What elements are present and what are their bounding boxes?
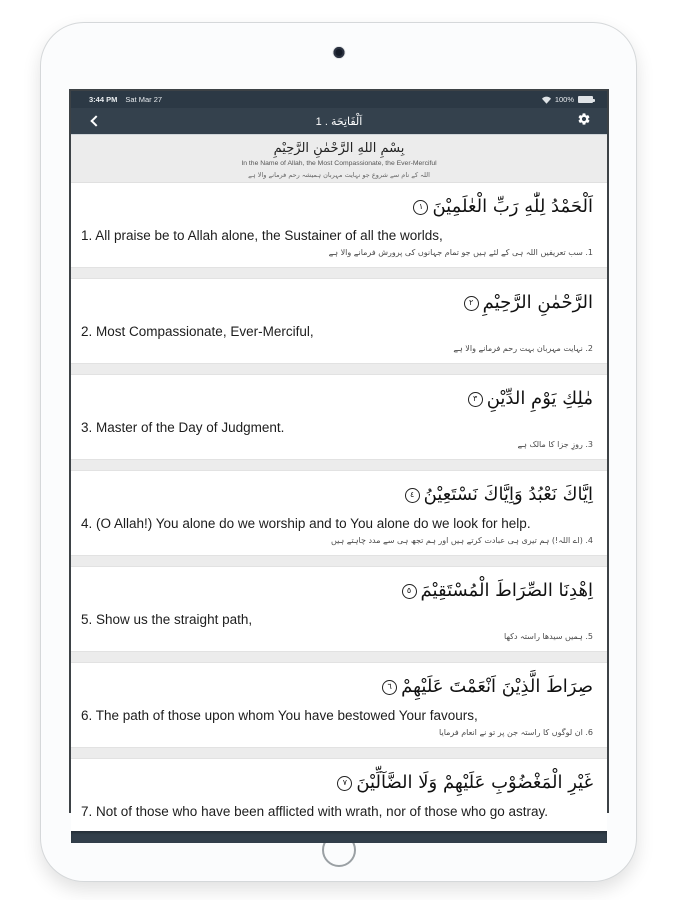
battery-percent: 100% <box>554 95 574 104</box>
verse-row-6[interactable] <box>71 663 607 747</box>
verse-row-1[interactable] <box>71 183 607 267</box>
verse-english: 4. (O Allah!) You alone do we worship and to You alone do we look for help. <box>81 516 531 531</box>
verse-row-2[interactable] <box>71 279 607 363</box>
verse-arabic: صِرَاطَ الَّذِيْنَ اَنْعَمْتَ عَلَيْهِمْ٦ <box>81 670 597 704</box>
verse-arabic: اَلْحَمْدُ لِلّٰهِ رَبِّ الْعٰلَمِيْنَ١ <box>81 190 597 224</box>
bottom-toolbar <box>71 831 607 843</box>
bismillah-header <box>71 135 607 183</box>
ayah-mark: ٧ <box>337 776 352 791</box>
verse-arabic: اِهْدِنَا الصِّرَاطَ الْمُسْتَقِيْمَ٥ <box>81 574 597 608</box>
verse-english: 2. Most Compassionate, Ever-Merciful, <box>81 324 314 339</box>
verse-list[interactable] <box>71 135 607 843</box>
status-date: Sat Mar 27 <box>125 95 163 104</box>
gear-icon <box>577 112 591 131</box>
status-time: 3:44 PM <box>89 95 118 104</box>
tablet-frame <box>40 22 637 882</box>
verse-urdu: 3. روزِ جزا کا مالک ہے <box>517 440 593 449</box>
verse-urdu: 6. ان لوگوں کا راستہ جن پر تو نے انعام فرمایا <box>439 728 593 737</box>
battery-icon <box>578 96 593 103</box>
row-separator <box>71 267 607 279</box>
app-screen <box>69 89 609 819</box>
row-separator <box>71 459 607 471</box>
bismillah-english: In the Name of Allah, the Most Compassionate, the Ever-Merciful <box>241 160 437 167</box>
verse-arabic: مٰلِكِ يَوْمِ الدِّيْنِ٣ <box>81 382 597 416</box>
wifi-icon <box>542 96 551 104</box>
row-separator <box>71 363 607 375</box>
status-bar <box>71 91 607 108</box>
nav-bar <box>71 108 607 135</box>
bismillah-urdu: اللہ کے نام سے شروع جو نہایت مہربان ہمیشہ رحم فرمانے والا ہے <box>248 171 430 179</box>
verse-english: 6. The path of those upon whom You have bestowed Your favours, <box>81 708 478 723</box>
row-separator <box>71 555 607 567</box>
back-button[interactable] <box>86 108 106 134</box>
verse-arabic: الرَّحْمٰنِ الرَّحِيْمِ٢ <box>81 286 597 320</box>
verse-english: 3. Master of the Day of Judgment. <box>81 420 285 435</box>
verse-row-5[interactable] <box>71 567 607 651</box>
ayah-mark: ٦ <box>382 680 397 695</box>
row-separator <box>71 651 607 663</box>
chevron-left-icon <box>90 115 101 126</box>
ayah-mark: ٥ <box>402 584 417 599</box>
front-camera-icon <box>333 47 344 58</box>
verse-arabic: غَيْرِ الْمَغْضُوْبِ عَلَيْهِمْ وَلَا الضَّآلِّيْنَ٧ <box>81 766 597 800</box>
settings-button[interactable] <box>573 108 595 134</box>
verse-row-3[interactable] <box>71 375 607 459</box>
bismillah-arabic: بِسْمِ اللهِ الرَّحْمٰنِ الرَّحِيْمِ <box>273 141 405 156</box>
verse-english: 7. Not of those who have been afflicted with wrath, nor of those who go astray. <box>81 804 549 819</box>
verse-urdu: 5. ہمیں سیدھا راستہ دکھا <box>504 632 593 641</box>
verse-urdu: 2. نہایت مہربان بہت رحم فرمانے والا ہے <box>453 344 593 353</box>
ayah-mark: ٤ <box>405 488 420 503</box>
verse-english: 5. Show us the straight path, <box>81 612 253 627</box>
verse-row-4[interactable] <box>71 471 607 555</box>
verse-urdu: 4. (اے اللہ!) ہم تیری ہی عبادت کرتے ہیں اور ہم تجھ ہی سے مدد چاہتے ہیں <box>331 536 593 545</box>
row-separator <box>71 747 607 759</box>
verse-english: 1. All praise be to Allah alone, the Sustainer of all the worlds, <box>81 228 443 243</box>
ayah-mark: ١ <box>413 200 428 215</box>
ayah-mark: ٢ <box>464 296 479 311</box>
page-title: 1 . اَلْفَاتِحَة <box>315 115 363 128</box>
ayah-mark: ٣ <box>468 392 483 407</box>
verse-arabic: اِيَّاكَ نَعْبُدُ وَاِيَّاكَ نَسْتَعِيْنُ٤ <box>81 478 597 512</box>
verse-urdu: 1. سب تعریفیں اللہ ہی کے لئے ہیں جو تمام جہانوں کی پرورش فرمانے والا ہے <box>328 248 593 257</box>
